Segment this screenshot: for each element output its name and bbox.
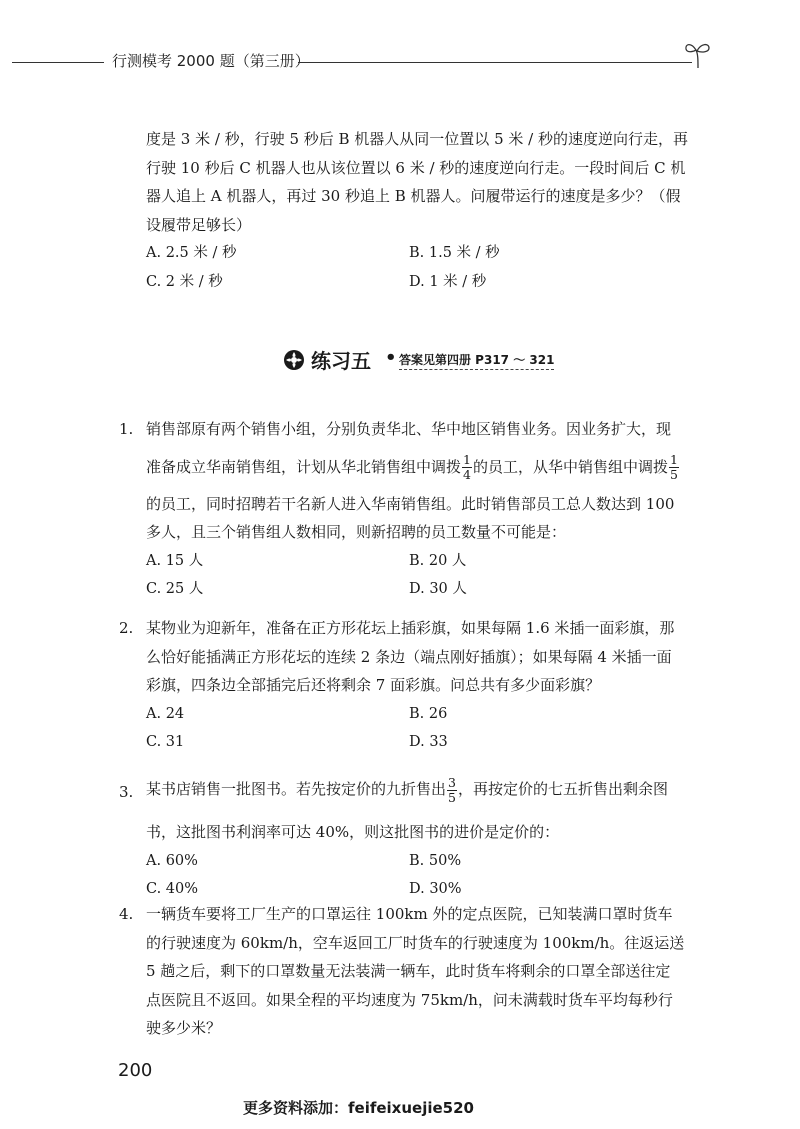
fraction-numerator: 1: [669, 452, 678, 467]
question-line: 的行驶速度为 60km/h，空车返回工厂时货车的行驶速度为 100km/h。往返运送: [146, 933, 685, 952]
intro-block: [146, 125, 721, 296]
question-line: 驶多少米？: [146, 1019, 222, 1037]
question-content: [146, 900, 721, 1043]
option-c: C. 31: [146, 734, 185, 750]
question-line: 某物业为迎新年，准备在正方形花坛上插彩旗，如果每隔 1.6 米插一面彩旗，那: [146, 619, 675, 637]
options-row: [146, 847, 721, 876]
options-row: [146, 239, 721, 268]
fraction: [462, 453, 472, 482]
option-a: A. 24: [146, 705, 185, 722]
option-a: A. 15 人: [146, 552, 204, 569]
question-line: 5 趟之后，剩下的口罩数量无法装满一辆车，此时货车将剩余的口罩全部送往定: [146, 962, 671, 980]
options-row: [146, 268, 721, 297]
question-line: 销售部原有两个销售小组，分别负责华北、华中地区销售业务。因业务扩大，现: [146, 420, 672, 438]
fraction-denominator: 4: [463, 467, 471, 482]
fraction-numerator: 3: [448, 774, 456, 790]
option-b: B. 50%: [409, 852, 462, 869]
page-number: 200: [118, 1060, 153, 1081]
intro-line: 器人追上 A 机器人，再过 30 秒追上 B 机器人。问履带运行的速度是多少？（假: [146, 187, 681, 205]
intro-line: 行驶 10 秒后 C 机器人也从该位置以 6 米 / 秒的速度逆向行走。一段时间后 C 机: [146, 158, 686, 177]
header-title: 行测模考 2000 题（第三册）: [112, 52, 310, 70]
option-a: A. 60%: [146, 852, 198, 869]
options-row: [146, 700, 721, 729]
question-text: 准备成立华南销售组，计划从华北销售组中调拨: [146, 457, 462, 476]
options-row: [146, 728, 721, 757]
option-b: B. 1.5 米 / 秒: [409, 245, 500, 261]
option-d: D. 33: [409, 734, 448, 750]
option-b: B. 26: [409, 705, 448, 722]
question-line: 点医院且不返回。如果全程的平均速度为 75km/h，问未满载时货车平均每秒行: [146, 990, 673, 1009]
header-rule-left: [12, 62, 104, 63]
section-title: 练习五: [311, 349, 371, 373]
header-rule-right: [298, 62, 692, 63]
question-line: 书，这批图书利润率可达 40%，则这批图书的进价是定价的：: [146, 823, 560, 841]
sprout-icon: [683, 38, 713, 70]
question-line: 的员工，同时招聘若干名新人进入华南销售组。此时销售部员工总人数达到 100: [146, 494, 675, 513]
option-d: D. 1 米 / 秒: [409, 273, 487, 290]
options-row: [146, 547, 721, 576]
section-dot: •: [385, 347, 397, 368]
option-d: D. 30 人: [409, 581, 467, 597]
intro-line: 度是 3 米 / 秒，行驶 5 秒后 B 机器人从同一位置以 5 米 / 秒的速度逆向行走，再: [146, 130, 688, 148]
fraction-numerator: 1: [463, 452, 471, 467]
question-number: 3.: [119, 783, 134, 801]
option-b: B. 20 人: [409, 552, 467, 569]
question-line: [146, 444, 721, 490]
option-c: C. 25 人: [146, 581, 204, 597]
intro-paragraph: [146, 125, 721, 239]
question-content: [146, 766, 721, 904]
options-row: [146, 575, 721, 604]
fraction-denominator: 5: [669, 467, 678, 482]
question-number: 1.: [119, 420, 134, 438]
fraction: [447, 776, 457, 805]
answer-reference: 答案见第四册 P317 ～ 321: [399, 351, 554, 370]
question-text: 的员工，从华中销售组中调拨: [472, 457, 668, 476]
option-d: D. 30%: [409, 881, 462, 897]
question-line: 彩旗，四条边全部插完后还将剩余 7 面彩旗。问总共有多少面彩旗？: [146, 676, 601, 694]
flower-icon: [283, 349, 305, 371]
intro-line: 设履带足够长）: [146, 215, 252, 234]
fraction-denominator: 5: [448, 789, 456, 805]
question-content: [146, 614, 721, 757]
question-text: ，再按定价的七五折售出剩余图: [457, 780, 668, 798]
option-c: C. 40%: [146, 881, 199, 897]
fraction: [669, 453, 679, 482]
question-line: 么恰好能插满正方形花坛的连续 2 条边（端点刚好插旗）；如果每隔 4 米插一面: [146, 647, 672, 666]
footer-note: 更多资料添加：feifeixuejie520: [243, 1099, 474, 1117]
question-content: [146, 415, 721, 604]
question-line: 多人，且三个销售组人数相同，则新招聘的员工数量不可能是：: [146, 523, 567, 541]
option-a: A. 2.5 米 / 秒: [146, 245, 237, 261]
question-line: [146, 766, 721, 812]
question-number: 2.: [119, 619, 134, 637]
question-number: 4.: [119, 905, 134, 923]
page-header: [0, 46, 800, 76]
question-text: 某书店销售一批图书。若先按定价的九折售出: [146, 780, 447, 798]
question-line: 一辆货车要将工厂生产的口罩运往 100km 外的定点医院，已知装满口罩时货车: [146, 905, 673, 923]
option-c: C. 2 米 / 秒: [146, 273, 223, 290]
